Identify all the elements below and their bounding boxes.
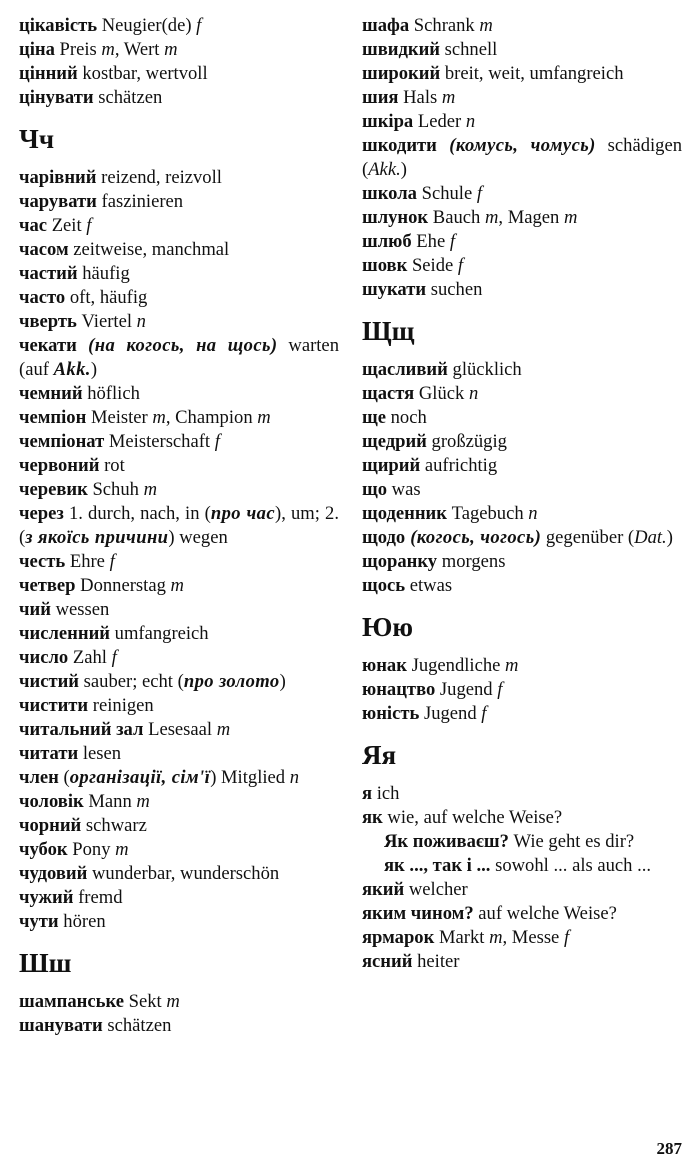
gender-marker: m — [479, 15, 493, 36]
dictionary-entry — [19, 814, 339, 838]
translation: ), um; 2. ( — [19, 503, 339, 548]
translation: sowohl ... als auch ... — [490, 855, 652, 876]
dictionary-entry — [19, 598, 339, 622]
gender-marker: m — [136, 791, 150, 812]
translation: warten (auf — [19, 335, 339, 380]
usage-note: Akk. — [53, 359, 91, 380]
headword: ще — [362, 407, 386, 428]
translation: Donnerstag — [75, 575, 171, 596]
headword: член — [19, 767, 59, 788]
dictionary-entry — [19, 478, 339, 502]
translation: , Champion — [165, 407, 258, 428]
translation: fremd — [73, 887, 123, 908]
gender-marker: n — [528, 503, 538, 524]
gender-marker: m — [115, 839, 129, 860]
entry-block-sh — [19, 990, 339, 1038]
dictionary-entry — [362, 878, 682, 902]
translation: zeitweise, manchmal — [68, 239, 230, 260]
headword: чути — [19, 911, 59, 932]
translation: Ehe — [411, 231, 450, 252]
translation: schädigen ( — [362, 135, 683, 180]
headword: яким чином? — [362, 903, 474, 924]
dictionary-entry — [19, 742, 339, 766]
translation: ) — [90, 359, 98, 380]
translation: Wie geht es dir? — [508, 831, 635, 852]
translation: hören — [58, 911, 106, 932]
headword: цінувати — [19, 87, 94, 108]
dictionary-entry — [19, 190, 339, 214]
headword: чудовий — [19, 863, 88, 884]
translation: Tagebuch — [446, 503, 529, 524]
dictionary-entry — [19, 790, 339, 814]
gender-marker: m — [257, 407, 271, 428]
dictionary-entry — [19, 238, 339, 262]
entry-block-yu — [362, 654, 682, 726]
dictionary-entry — [362, 454, 682, 478]
gender-marker: n — [465, 111, 476, 132]
dictionary-entry — [362, 254, 682, 278]
translation: ) — [400, 159, 407, 180]
translation: 1. durch, nach, in ( — [63, 503, 211, 524]
translation: Hals — [398, 87, 442, 108]
gender-marker: f — [449, 231, 456, 252]
gender-marker: n — [136, 311, 146, 332]
headword: чужий — [19, 887, 74, 908]
dictionary-entry — [19, 286, 339, 310]
usage-note: (комусь, чомусь) — [436, 135, 596, 156]
headword: який — [362, 879, 405, 900]
headword: щастя — [362, 383, 415, 404]
translation: ( — [58, 767, 70, 788]
headword: школа — [362, 183, 417, 204]
usage-note: про золото — [183, 671, 280, 692]
translation: höflich — [82, 383, 140, 404]
dictionary-entry — [19, 86, 339, 110]
headword: швидкий — [362, 39, 440, 60]
gender-marker: f — [86, 215, 92, 236]
dictionary-entry — [362, 550, 682, 574]
dictionary-entry — [19, 1014, 339, 1038]
dictionary-entry — [362, 206, 682, 230]
headword: щасливий — [362, 359, 448, 380]
dictionary-entry — [362, 950, 682, 974]
dictionary-entry — [19, 886, 339, 910]
headword: четвер — [19, 575, 76, 596]
headword: шлунок — [362, 207, 429, 228]
dictionary-entry — [362, 902, 682, 926]
headword: черевик — [19, 479, 88, 500]
gender-marker: f — [563, 927, 570, 948]
translation: schätzen — [102, 1015, 172, 1036]
dictionary-entry — [362, 110, 682, 134]
dictionary-entry — [19, 574, 339, 598]
page-number: 287 — [656, 1139, 682, 1158]
dictionary-entry — [362, 62, 682, 86]
gender-marker: f — [214, 431, 220, 452]
entry-block-ch — [19, 166, 339, 934]
dictionary-entry — [19, 622, 339, 646]
gender-marker: f — [457, 255, 464, 276]
headword: юнацтво — [362, 679, 436, 700]
dictionary-entry — [19, 990, 339, 1014]
dictionary-entry — [19, 406, 339, 430]
translation: faszinieren — [96, 191, 184, 212]
headword: юність — [362, 703, 420, 724]
translation: sauber; echt ( — [79, 671, 184, 692]
dictionary-entry — [362, 14, 682, 38]
headword: честь — [19, 551, 66, 572]
dictionary-entry — [19, 838, 339, 862]
translation: Jugendliche — [406, 655, 506, 676]
translation: wunderbar, wunderschön — [87, 863, 280, 884]
headword: число — [19, 647, 69, 668]
translation: Viertel — [76, 311, 137, 332]
headword: час — [19, 215, 48, 236]
dictionary-entry — [19, 214, 339, 238]
headword: щось — [362, 575, 406, 596]
translation: ) — [666, 527, 673, 548]
dictionary-entry — [19, 910, 339, 934]
translation: wie, auf welche Weise? — [382, 807, 563, 828]
headword: я — [362, 783, 373, 804]
headword: що — [362, 479, 387, 500]
grammar-case: Akk. — [368, 159, 401, 180]
gender-marker: m — [152, 407, 166, 428]
gender-marker: m — [563, 207, 578, 228]
headword: читати — [19, 743, 79, 764]
translation: Pony — [67, 839, 116, 860]
headword: щоденник — [362, 503, 447, 524]
headword: чарувати — [19, 191, 97, 212]
headword: шкіра — [362, 111, 414, 132]
headword: шовк — [362, 255, 408, 276]
section-heading: Щщ — [362, 316, 415, 346]
headword: шанувати — [19, 1015, 103, 1036]
translation: was — [387, 479, 421, 500]
dictionary-entry — [19, 550, 339, 574]
translation: ) Mitglied — [210, 767, 290, 788]
headword: шампанське — [19, 991, 124, 1012]
gender-marker: m — [166, 991, 180, 1012]
headword: юнак — [362, 655, 407, 676]
headword: часто — [19, 287, 66, 308]
headword: чекати — [19, 335, 77, 356]
headword: через — [19, 503, 64, 524]
translation: Jugend — [419, 703, 482, 724]
translation: heiter — [412, 951, 460, 972]
gender-marker: f — [109, 551, 115, 572]
translation: etwas — [405, 575, 453, 596]
grammar-case: Dat. — [634, 527, 667, 548]
dictionary-entry — [362, 678, 682, 702]
translation: Preis — [54, 39, 102, 60]
headword: шукати — [362, 279, 427, 300]
dictionary-entry — [362, 382, 682, 406]
translation: Schrank — [409, 15, 480, 36]
translation: schwarz — [81, 815, 147, 836]
headword: чемпіонат — [19, 431, 105, 452]
dictionary-entry — [19, 454, 339, 478]
usage-note: з якоїсь причини — [25, 527, 169, 548]
headword: щедрий — [362, 431, 427, 452]
headword: широкий — [362, 63, 441, 84]
gender-marker: m — [143, 479, 158, 500]
dictionary-entry — [362, 654, 682, 678]
translation: kostbar, wertvoll — [77, 63, 208, 84]
headword: чорний — [19, 815, 82, 836]
headword: ярмарок — [362, 927, 435, 948]
translation: Sekt — [123, 991, 167, 1012]
translation: reizend, reizvoll — [96, 167, 222, 188]
headword: чарівний — [19, 167, 97, 188]
gender-marker: m — [441, 87, 456, 108]
headword: чистий — [19, 671, 80, 692]
dictionary-entry — [19, 310, 339, 334]
entry-block-shch — [362, 358, 682, 598]
dictionary-entry — [362, 358, 682, 382]
dictionary-entry — [362, 230, 682, 254]
translation: Seide — [407, 255, 458, 276]
translation: Bauch — [428, 207, 485, 228]
headword: чий — [19, 599, 51, 620]
translation: Jugend — [435, 679, 498, 700]
gender-marker: m — [164, 39, 178, 60]
translation: welcher — [404, 879, 468, 900]
gender-marker: n — [468, 383, 479, 404]
translation: morgens — [437, 551, 506, 572]
translation: Lesesaal — [143, 719, 217, 740]
headword: цінний — [19, 63, 78, 84]
dictionary-entry — [362, 806, 682, 830]
headword: ясний — [362, 951, 413, 972]
section-heading: Шш — [19, 948, 72, 978]
dictionary-entry — [19, 14, 339, 38]
gender-marker: f — [196, 15, 202, 36]
usage-note: (на когось, на щось) — [76, 335, 278, 356]
dictionary-subentry — [362, 830, 682, 854]
translation: oft, häufig — [65, 287, 148, 308]
translation: großzügig — [426, 431, 507, 452]
gender-marker: f — [111, 647, 117, 668]
dictionary-entry — [362, 926, 682, 950]
headword: щирий — [362, 455, 421, 476]
dictionary-entry — [362, 38, 682, 62]
headword: як ..., так і ... — [384, 855, 491, 876]
translation: Neugier(de) — [97, 15, 197, 36]
headword: чверть — [19, 311, 77, 332]
translation: Meister — [86, 407, 153, 428]
headword: частий — [19, 263, 78, 284]
translation: Mann — [83, 791, 137, 812]
headword: як — [362, 807, 383, 828]
translation: Schuh — [87, 479, 144, 500]
headword: чубок — [19, 839, 68, 860]
headword: читальний зал — [19, 719, 144, 740]
section-heading: Чч — [19, 124, 55, 154]
dictionary-entry — [19, 262, 339, 286]
dictionary-entry — [19, 166, 339, 190]
translation: auf welche Weise? — [473, 903, 617, 924]
dictionary-entry — [19, 766, 339, 790]
dictionary-entry — [19, 62, 339, 86]
translation: Schule — [416, 183, 477, 204]
usage-note: організації, сім'ї — [69, 767, 211, 788]
dictionary-entry — [19, 862, 339, 886]
translation: Glück — [414, 383, 469, 404]
dictionary-entry — [362, 782, 682, 806]
translation: Meisterschaft — [104, 431, 215, 452]
translation: , Messe — [502, 927, 564, 948]
dictionary-entry — [362, 134, 682, 182]
headword: червоний — [19, 455, 100, 476]
translation: umfangreich — [110, 623, 209, 644]
headword: цікавість — [19, 15, 98, 36]
gender-marker: m — [216, 719, 231, 740]
gender-marker: f — [481, 703, 487, 724]
headword: щодо — [362, 527, 406, 548]
gender-marker: n — [289, 767, 300, 788]
usage-note: (когось, чогось) — [405, 527, 542, 548]
dictionary-subentry — [362, 854, 682, 878]
translation: ich — [372, 783, 400, 804]
translation: reinigen — [88, 695, 154, 716]
entry-block-tsi — [19, 14, 339, 110]
translation: aufrichtig — [420, 455, 498, 476]
section-heading: Юю — [362, 612, 414, 642]
gender-marker: f — [476, 183, 483, 204]
translation: glücklich — [447, 359, 522, 380]
translation: , Magen — [498, 207, 564, 228]
dictionary-entry — [19, 646, 339, 670]
gender-marker: m — [505, 655, 519, 676]
translation: breit, weit, umfangreich — [440, 63, 624, 84]
gender-marker: m — [489, 927, 503, 948]
translation: Markt — [434, 927, 490, 948]
translation: rot — [99, 455, 125, 476]
headword: чоловік — [19, 791, 84, 812]
translation: ) — [279, 671, 286, 692]
translation: suchen — [426, 279, 483, 300]
dictionary-entry — [19, 430, 339, 454]
headword: Як поживаєш? — [384, 831, 509, 852]
headword: ціна — [19, 39, 55, 60]
translation: Leder — [413, 111, 466, 132]
dictionary-entry — [362, 478, 682, 502]
translation: schätzen — [93, 87, 163, 108]
translation: Zahl — [68, 647, 112, 668]
dictionary-entry — [362, 702, 682, 726]
dictionary-entry — [19, 334, 339, 382]
left-column — [19, 14, 339, 1038]
translation: Zeit — [47, 215, 87, 236]
headword: чемпіон — [19, 407, 87, 428]
gender-marker: m — [484, 207, 499, 228]
entry-block-sh-continued — [362, 14, 682, 302]
section-heading: Яя — [362, 740, 397, 770]
gender-marker: m — [101, 39, 115, 60]
translation: lesen — [78, 743, 122, 764]
gender-marker: f — [497, 679, 503, 700]
dictionary-entry — [19, 670, 339, 694]
headword: часом — [19, 239, 69, 260]
dictionary-entry — [362, 182, 682, 206]
headword: чемний — [19, 383, 83, 404]
headword: шлюб — [362, 231, 412, 252]
headword: шкодити — [362, 135, 437, 156]
translation: Ehre — [65, 551, 110, 572]
dictionary-entry — [19, 502, 339, 550]
dictionary-entry — [362, 502, 682, 526]
translation: noch — [385, 407, 427, 428]
gender-marker: m — [170, 575, 184, 596]
dictionary-entry — [362, 278, 682, 302]
headword: чистити — [19, 695, 89, 716]
dictionary-entry — [362, 526, 682, 550]
translation: , Wert — [114, 39, 165, 60]
entry-block-ya — [362, 782, 682, 974]
right-column — [362, 14, 682, 974]
headword: шия — [362, 87, 399, 108]
dictionary-entry — [19, 38, 339, 62]
dictionary-entry — [362, 406, 682, 430]
translation: gegenüber ( — [541, 527, 635, 548]
headword: численний — [19, 623, 110, 644]
headword: шафа — [362, 15, 410, 36]
headword: щоранку — [362, 551, 438, 572]
dictionary-entry — [362, 430, 682, 454]
dictionary-entry — [19, 718, 339, 742]
dictionary-entry — [19, 694, 339, 718]
dictionary-entry — [362, 86, 682, 110]
dictionary-entry — [362, 574, 682, 598]
usage-note: про час — [210, 503, 276, 524]
translation: wessen — [50, 599, 110, 620]
translation: häufig — [77, 263, 130, 284]
translation: ) wegen — [168, 527, 228, 548]
translation: schnell — [440, 39, 498, 60]
dictionary-entry — [19, 382, 339, 406]
